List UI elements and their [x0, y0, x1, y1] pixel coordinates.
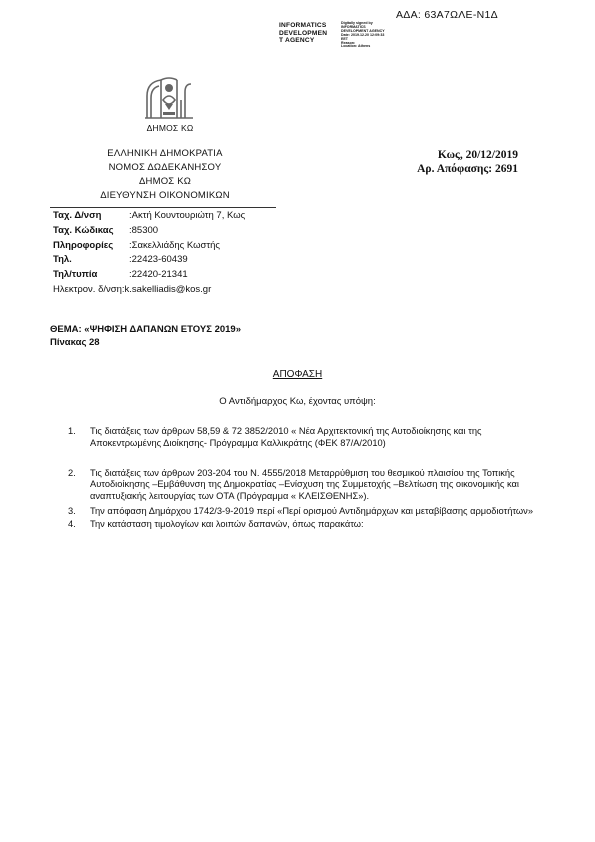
- stamp-details: [341, 22, 397, 49]
- contact-label: Ταχ. Δ/νση: [53, 210, 102, 221]
- list-item-number: 1.: [68, 426, 76, 436]
- authority-line: ΔΙΕΥΘΥΝΣΗ ΟΙΚΟΝΟΜΙΚΩΝ: [100, 190, 230, 201]
- logo-label: ΔΗΜΟΣ ΚΩ: [146, 123, 194, 133]
- authority-line: ΕΛΛΗΝΙΚΗ ΔΗΜΟΚΡΑΤΙΑ: [107, 148, 223, 159]
- considerations-list: [68, 426, 548, 531]
- contact-label: Τηλ.: [53, 254, 72, 266]
- stamp-line: T AGENCY: [279, 37, 315, 45]
- list-item-text: Τις διατάξεις των άρθρων 58,59 & 72 3852/2010 « Νέα Αρχιτεκτονική της Αυτοδιοίκησης και της Αποκεντρωμένης Διοίκησης- Πρόγραμμα Καλλικράτης (ΦΕΚ 87/Α/2010): [90, 426, 482, 448]
- date-block: [402, 148, 518, 176]
- contact-label: Ηλεκτρον. δ/νση: [53, 283, 122, 295]
- contact-row: [53, 283, 211, 298]
- stamp-detail-line: INFORMATICS: [341, 24, 366, 29]
- stamp-detail-line: Reason:: [341, 40, 356, 45]
- contact-label: Ταχ. Κώδικας: [53, 224, 114, 236]
- contact-value: :Σακελλιάδης Κωστής: [129, 239, 220, 251]
- contact-label: Τηλ/τυπία: [53, 269, 98, 281]
- contact-row: [53, 209, 246, 224]
- contact-label: Πληροφορίες: [53, 239, 114, 251]
- list-item: [68, 506, 548, 518]
- contact-details: [53, 209, 246, 298]
- stamp-line: INFORMATICS: [279, 22, 327, 29]
- authority-line: ΔΗΜΟΣ ΚΩ: [138, 176, 192, 187]
- authority-line: ΝΟΜΟΣ ΔΩΔΕΚΑΝΗΣΟΥ: [108, 162, 222, 173]
- list-item-number: 4.: [68, 518, 76, 529]
- contact-value: :22423-60439: [129, 254, 188, 266]
- list-item: [68, 426, 548, 450]
- digital-signature-stamp: [279, 22, 394, 56]
- contact-value: :85300: [129, 224, 159, 236]
- subject-block: [50, 323, 241, 349]
- stamp-line: DEVELOPMEN: [279, 29, 328, 37]
- contact-row: [53, 224, 211, 239]
- ada-code: ΑΔΑ: 63Α7ΩΛΕ-Ν1Δ: [396, 9, 498, 21]
- contact-email[interactable]: :k.sakelliadis@kos.gr: [121, 283, 212, 295]
- decision-heading: ΑΠΟΦΑΣΗ: [272, 369, 323, 380]
- document-date: Κως, 20/12/2019: [437, 149, 518, 161]
- stamp-detail-line: Location: Athens: [341, 44, 371, 49]
- contact-divider: [50, 207, 276, 208]
- stamp-detail-line: EET: [341, 36, 348, 41]
- municipality-logo-icon: [141, 74, 197, 120]
- list-item-text: Τις διατάξεις των άρθρων 203-204 του Ν. 4555/2018 Μεταρρύθμιση του θεσμικού πλαισίου της Τοπικής Αυτοδιοίκησης –Εμβάθυνση της Δημοκρατίας –Ενίσχυση της Συμμετοχής –Βελτίωση της οικονομικής και αναπτυξιακής λειτουργίας των ΟΤΑ (Πρόγραμμα « ΚΛΕΙΣΘΕΝΗΣ»).: [90, 467, 519, 502]
- decision-number: Αρ. Απόφασης: 2691: [417, 163, 518, 175]
- contact-row: [53, 253, 211, 268]
- contact-value: :22420-21341: [129, 269, 188, 281]
- issuing-authority: [70, 147, 260, 203]
- decision-intro: Ο Αντιδήμαρχος Κω, έχοντας υπόψη:: [219, 396, 376, 407]
- list-item: [68, 519, 548, 531]
- list-item-text: Την κατάσταση τιμολογίων και λοιπών δαπανών, όπως παρακάτω:: [90, 518, 364, 529]
- stamp-detail-line: Digitally signed by: [341, 21, 373, 25]
- stamp-detail-line: DEVELOPMENT AGENCY: [341, 28, 385, 33]
- contact-row: [53, 268, 211, 283]
- list-item-number: 3.: [68, 505, 76, 516]
- contact-value: :Ακτή Κουντουριώτη 7, Κως: [129, 210, 246, 221]
- list-item: [68, 468, 548, 503]
- table-reference: Πίνακας 28: [50, 337, 100, 348]
- list-item-number: 2.: [68, 467, 76, 478]
- stamp-detail-line: Date: 2019.12.20 12:09:33: [341, 32, 385, 37]
- contact-row: [53, 239, 220, 254]
- list-item-text: Την απόφαση Δημάρχου 1742/3-9-2019 περί «Περί ορισμού Αντιδημάρχων και μεταβίβασης αρμοδιοτήτων»: [90, 505, 533, 516]
- subject-line: ΘΕΜΑ: «ΨΗΦΙΣΗ ΔΑΠΑΝΩΝ ΕΤΟΥΣ 2019»: [50, 324, 241, 335]
